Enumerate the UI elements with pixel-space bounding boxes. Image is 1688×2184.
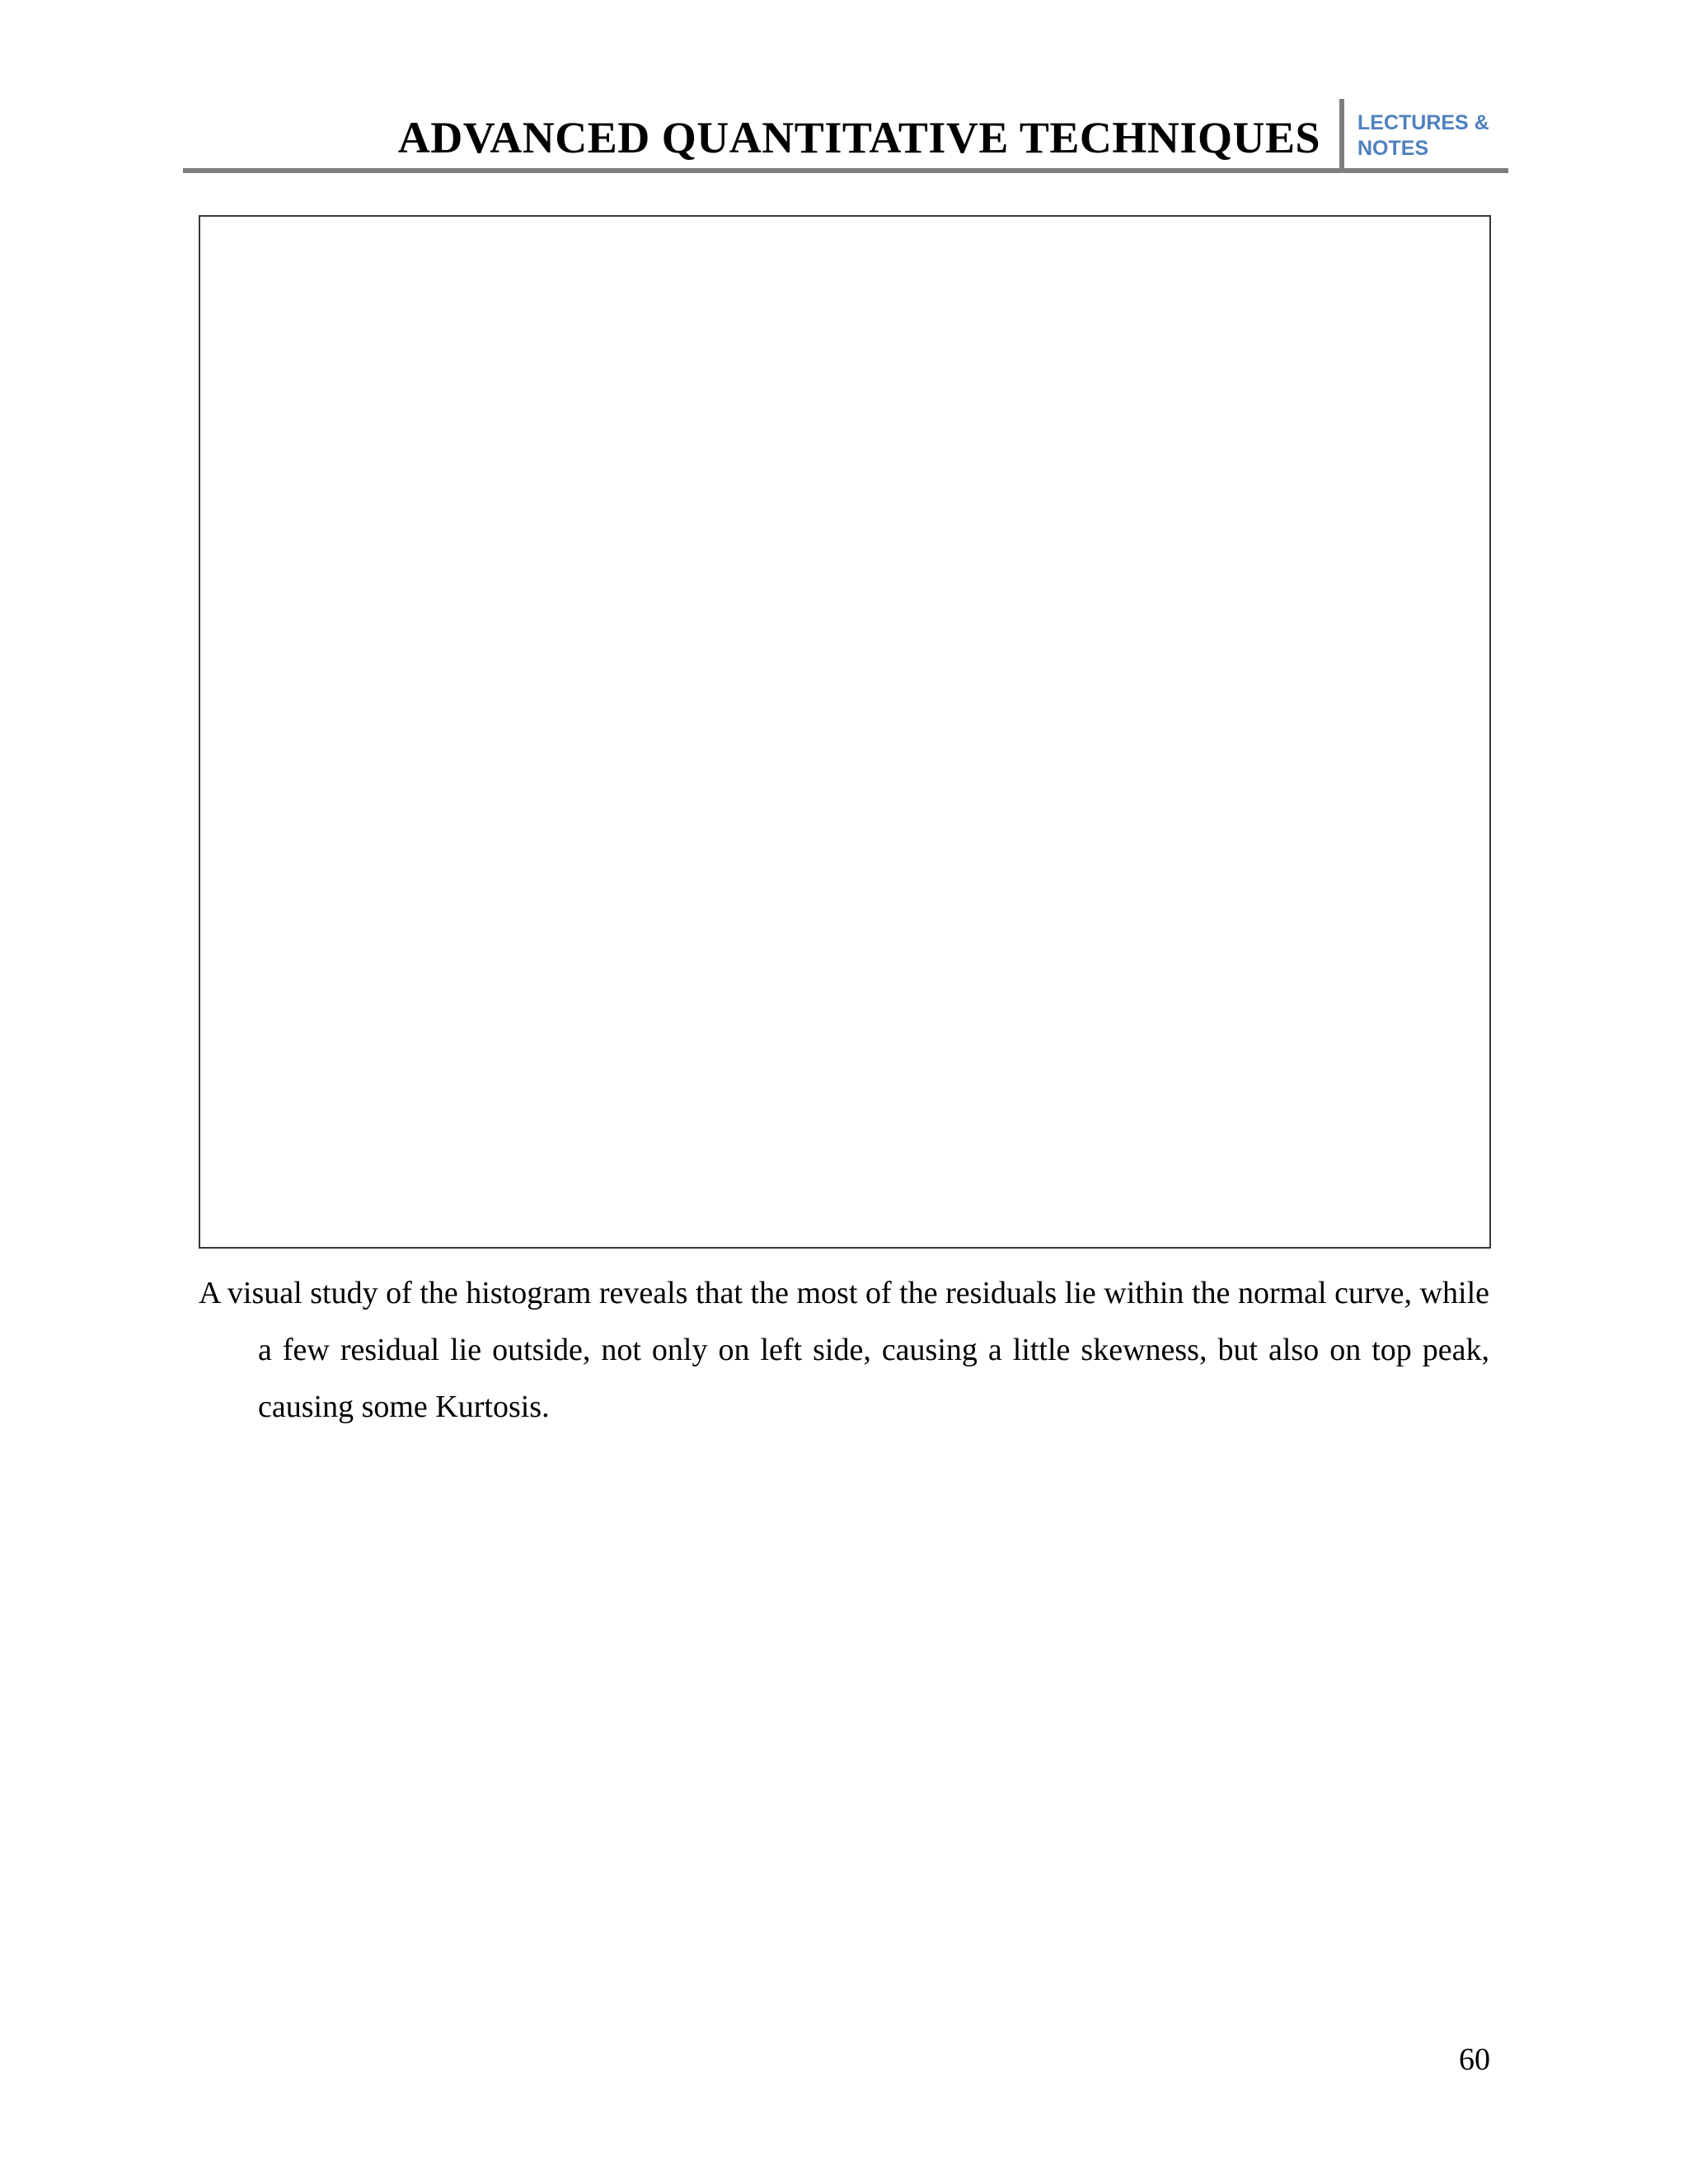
page-header	[183, 97, 1508, 171]
header-rule	[183, 168, 1508, 173]
header-divider	[1339, 99, 1344, 171]
page-number: 60	[1459, 2042, 1490, 2077]
body-paragraph: A visual study of the histogram reveals that the most of the residuals lie within the normal curve, while a few residual lie outside, not only on left side, causing a little skewness, but also on top peak, causing some Kurtosis.	[199, 1276, 1489, 1424]
figure-frame	[199, 215, 1491, 1249]
header-title: ADVANCED QUANTITATIVE TECHNIQUES	[397, 113, 1320, 162]
header-tag: LECTURES & NOTES	[1357, 111, 1489, 160]
